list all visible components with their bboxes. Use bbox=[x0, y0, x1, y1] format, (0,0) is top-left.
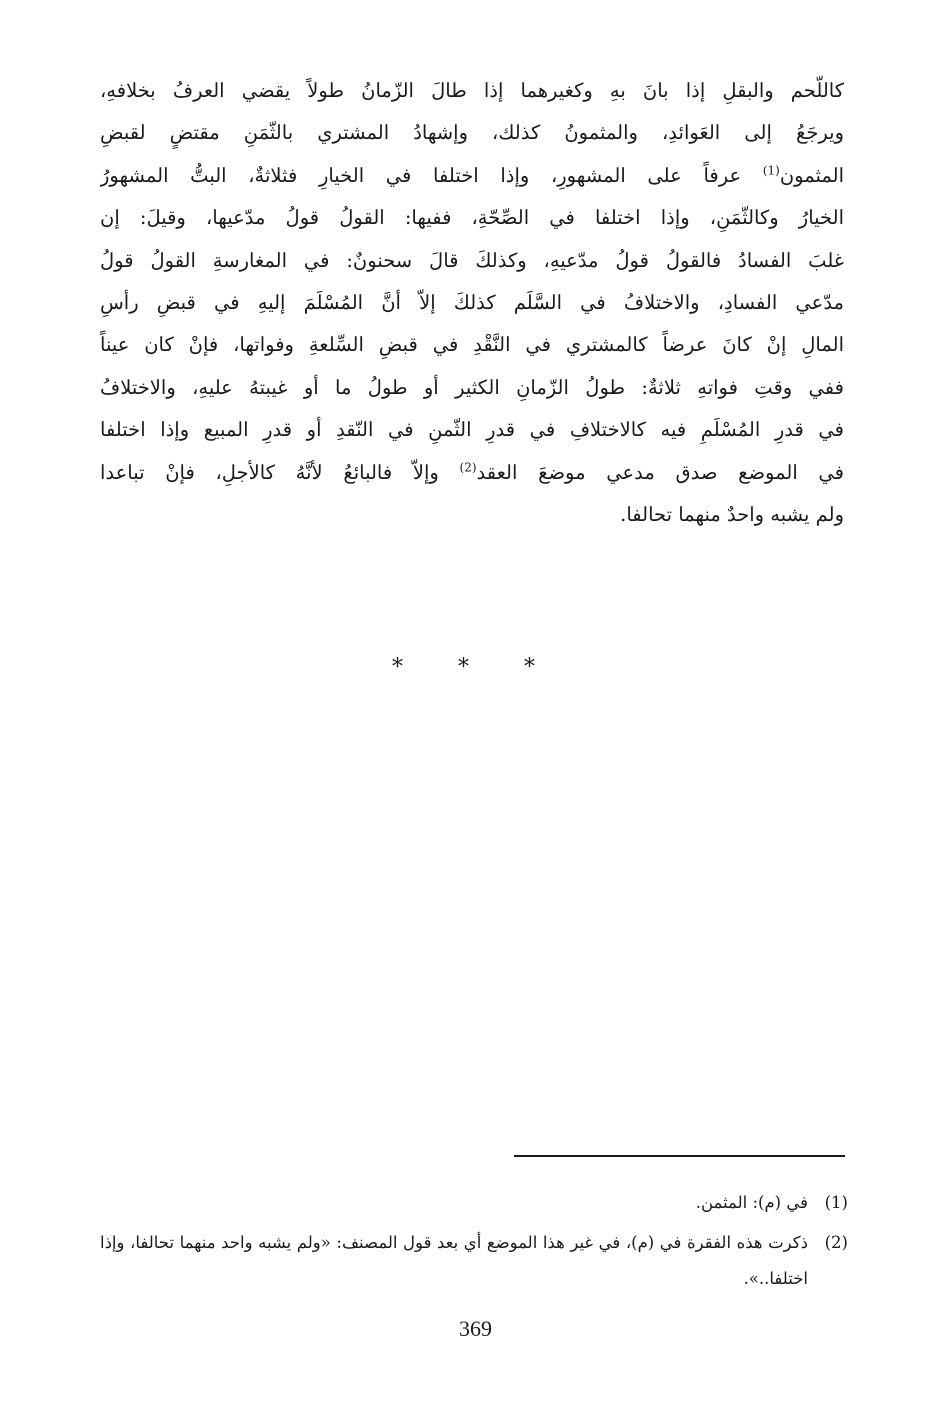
footnote-ref-1: (1) bbox=[762, 163, 780, 178]
footnote-text: ذكرت هذه الفقرة في (م)، في غير هذا الموضع أي بعد قول المصنف: «ولم يشبه واحد منهما تحالفا، وإذا اختلفا..». bbox=[100, 1233, 808, 1288]
text-line-3-rest: عرفاً على المشهورِ، وإذا اختلفا في الخيارِ فثلاثةٌ، البتُّ المشهورُ bbox=[100, 163, 742, 187]
footnotes bbox=[100, 1185, 848, 1301]
text-line-3-lead: المثمون bbox=[779, 163, 844, 187]
text-line-7: المالِ إنْ كانَ عرضاً كالمشتري في النَّقْدِ في قبضِ السِّلعةِ وفواتها، فإنْ كان عيناً bbox=[100, 333, 844, 357]
main-text bbox=[100, 70, 844, 536]
text-line-10-lead: في الموضع صدق مدعي موضعَ العقد bbox=[476, 460, 844, 484]
text-line-9: في قدرِ المُسْلَمِ فيه كالاختلافِ في قدرِ الثّمنِ في النّقدِ أو قدرِ المبيع وإذا اختلفا bbox=[100, 418, 844, 442]
text-line-5: غلبَ الفسادُ فالقولُ قولُ مدّعيهِ، وكذلكَ قالَ سحنونٌ: في المغارسةِ القولُ قولُ bbox=[100, 248, 844, 272]
footnote-number: (2) bbox=[824, 1233, 848, 1252]
text-line-8: ففي وقتِ فواتهِ ثلاثةٌ: طولُ الزّمانِ الكثير أو طولُ ما أو غيبتهُ عليهِ، والاختلافُ bbox=[100, 375, 844, 399]
text-line-1: كاللّحم والبقلِ إذا بانَ بهِ وكغيرهما إذا طالَ الزّمانُ طولاً يقضي العرفُ بخلافهِ، bbox=[100, 79, 844, 102]
text-line-4: الخيارُ وكالثّمَنِ، وإذا اختلفا في الصِّحّةِ، ففيها: القولُ قولُ مدّعيها، وقيلَ: إن bbox=[100, 206, 844, 230]
footnote-number: (1) bbox=[824, 1193, 848, 1212]
footnote-text: في (م): المثمن. bbox=[695, 1193, 808, 1212]
text-line-10 bbox=[100, 452, 844, 494]
text-line-2: ويرجَعُ إلى العَوائدِ، والمثمونُ كذلك، وإشهادُ المشتري بالثّمَنِ مقتضٍ لقبضِ bbox=[100, 121, 844, 145]
footnote-item bbox=[100, 1185, 848, 1221]
footnote-item bbox=[100, 1225, 848, 1297]
section-separator: * * * bbox=[392, 655, 559, 680]
footnote-ref-2: (2) bbox=[459, 460, 477, 475]
footnote-divider bbox=[514, 1155, 845, 1157]
page-number: 369 bbox=[459, 1316, 492, 1341]
text-line-3 bbox=[100, 155, 844, 197]
text-line-10-rest: وإلاّ فالبائعُ لأنَّهُ كالأجلِ، فإنْ تباعدا bbox=[100, 460, 439, 484]
text-line-11: ولم يشبه واحدٌ منهما تحالفا. bbox=[620, 502, 844, 526]
text-line-6: مدّعي الفسادِ، والاختلافُ في السَّلَم كذلكَ إلاّ أنَّ المُسْلَمَ إليهِ في قبضِ رأسِ bbox=[100, 290, 844, 314]
